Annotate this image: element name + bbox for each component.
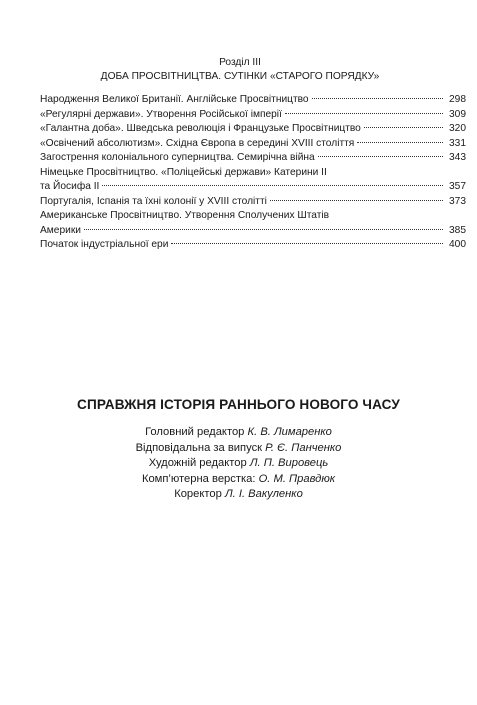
credits-block	[0, 425, 477, 503]
toc-page-number: 357	[449, 181, 466, 192]
table-of-contents	[40, 93, 466, 253]
toc-dot-leader	[285, 113, 443, 114]
toc-dot-leader	[102, 185, 443, 186]
book-title: СПРАВЖНЯ ІСТОРІЯ РАННЬОГО НОВОГО ЧАСУ	[77, 397, 400, 412]
toc-entry	[40, 108, 466, 123]
toc-page-number: 331	[449, 137, 466, 149]
section-title: ДОБА ПРОСВІТНИЦТВА. СУТІНКИ «СТАРОГО ПОРЯДКУ»	[100, 71, 380, 82]
toc-entry-line	[40, 195, 466, 210]
toc-entry-line	[40, 224, 466, 239]
toc-entry-line	[40, 151, 466, 166]
toc-dot-leader	[364, 127, 443, 128]
toc-entry-line	[40, 166, 466, 181]
toc-dot-leader	[318, 156, 443, 157]
toc-entry-title: Американське Просвітництво. Утворення Сполучених Штатів	[40, 210, 330, 221]
toc-entry	[40, 122, 466, 137]
toc-entry-title: «Регулярні держави». Утворення Російської імперії	[40, 108, 282, 120]
credit-name: Р. Є. Панченко	[265, 441, 342, 454]
toc-page-number: 400	[449, 239, 466, 250]
toc-entry-line	[40, 93, 466, 108]
toc-entry-title: Народження Великої Британії. Англійське Просвітництво	[40, 94, 309, 105]
toc-entry	[40, 93, 466, 108]
credit-line	[0, 472, 477, 488]
toc-page-number: 309	[449, 108, 466, 120]
toc-page-number: 320	[449, 123, 466, 134]
toc-entry	[40, 166, 466, 195]
credit-line	[0, 441, 477, 457]
toc-entry-line	[40, 238, 466, 253]
toc-entry-line	[40, 209, 466, 224]
credit-name: Л. П. Вировець	[249, 457, 329, 470]
credit-role: Комп’ютерна верстка:	[141, 472, 256, 485]
toc-dot-leader	[270, 200, 443, 201]
toc-entry-title: та Йосифа ІІ	[40, 181, 100, 192]
toc-entry-title: «Освічений абсолютизм». Східна Європа в середині XVIII століття	[40, 137, 355, 149]
credit-name: Л. І. Вакуленко	[224, 488, 303, 501]
toc-page-number: 385	[449, 224, 466, 236]
credit-role: Відповідальна за випуск	[135, 441, 263, 454]
toc-entry-line	[40, 180, 466, 195]
toc-entry	[40, 137, 466, 152]
toc-page-number: 373	[449, 195, 466, 207]
toc-entry-title: Загострення колоніального суперництва. Семирічна війна	[40, 152, 315, 163]
toc-entry-title: «Галантна доба». Шведська революція і Французьке Просвітництво	[40, 123, 361, 134]
credit-line	[0, 456, 477, 472]
toc-page-number: 343	[449, 152, 466, 163]
credit-role: Головний редактор	[145, 426, 245, 438]
toc-entry-title: Португалія, Іспанія та їхні колонії у XVIII столітті	[40, 195, 267, 207]
toc-entry	[40, 209, 466, 238]
credit-role: Коректор	[174, 488, 222, 501]
toc-entry	[40, 238, 466, 253]
section-number: Розділ III	[219, 57, 261, 68]
toc-entry-line	[40, 108, 466, 123]
toc-dot-leader	[171, 243, 443, 244]
toc-entry	[40, 195, 466, 210]
section-heading	[40, 56, 440, 84]
toc-dot-leader	[357, 142, 443, 143]
credit-name: К. В. Лимаренко	[247, 426, 332, 438]
toc-entry-title: Початок індустріальної ери	[40, 239, 169, 250]
toc-entry-line	[40, 137, 466, 152]
toc-entry-title: Америки	[40, 224, 81, 236]
toc-entry-line	[40, 122, 466, 137]
credit-line	[0, 487, 477, 503]
toc-dot-leader	[84, 229, 443, 230]
credit-line	[0, 425, 477, 441]
toc-page-number: 298	[449, 94, 466, 105]
toc-entry	[40, 151, 466, 166]
toc-entry-title: Німецьке Просвітництво. «Поліцейські держави» Катерини ІІ	[40, 166, 327, 178]
toc-dot-leader	[312, 98, 443, 99]
credit-role: Художній редактор	[148, 457, 247, 470]
credit-name: О. М. Правдюк	[258, 472, 336, 485]
